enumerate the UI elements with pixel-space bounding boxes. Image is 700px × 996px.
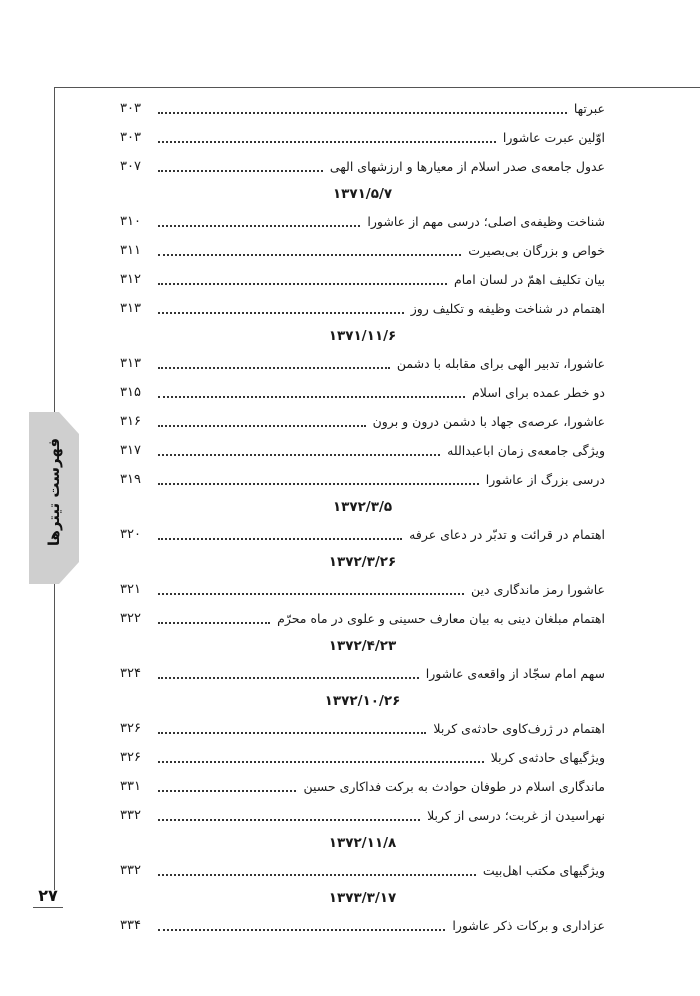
toc-entry-title: شناخت وظیفه‌ی اصلی؛ درسی مهم از عاشورا	[367, 214, 605, 229]
toc-entry-leader-dots	[158, 790, 296, 792]
toc-entry[interactable]	[120, 207, 605, 236]
toc-entry-page-number: ۳۰۳	[120, 101, 141, 116]
toc-entry-title: عدول جامعه‌ی صدر اسلام از معیارها و ارزشهای الهی	[329, 159, 605, 174]
toc-entry-title: سهم امام سجّاد از واقعه‌ی عاشورا	[425, 666, 605, 681]
toc-date-heading: ۱۳۷۱/۵/۷	[332, 186, 393, 202]
toc-entry-page-number: ۳۱۷	[120, 443, 141, 458]
toc-entry-page-number: ۳۰۷	[120, 159, 141, 174]
toc-entry-page-number: ۳۳۱	[120, 779, 141, 794]
toc-entry-title: ویژگیهای حادثه‌ی کربلا	[490, 750, 605, 765]
toc-entry[interactable]	[120, 236, 605, 265]
toc-entry[interactable]	[120, 349, 605, 378]
toc-entry-page-number: ۳۲۰	[120, 527, 141, 542]
toc-entry-leader-dots	[158, 283, 447, 285]
toc-entry-page-number: ۳۱۳	[120, 301, 141, 316]
side-tab-label: فهرست تیترها	[45, 437, 63, 547]
toc-entry-leader-dots	[158, 483, 479, 485]
toc-entry-title: عبرتها	[573, 101, 605, 116]
toc-entry-leader-dots	[158, 170, 323, 172]
toc-entry-leader-dots	[158, 761, 484, 763]
toc-entry-leader-dots	[158, 677, 419, 679]
toc-entry-leader-dots	[158, 454, 440, 456]
toc-entry[interactable]	[120, 604, 605, 633]
toc-entry[interactable]	[120, 575, 605, 604]
toc-entry-title: دو خطر عمده برای اسلام	[472, 385, 605, 400]
toc-entry[interactable]	[120, 520, 605, 549]
toc-entry-page-number: ۳۱۵	[120, 385, 141, 400]
toc-date-heading: ۱۳۷۲/۳/۲۶	[328, 554, 397, 570]
toc-entry-page-number: ۳۱۱	[120, 243, 141, 258]
toc-entry[interactable]	[120, 407, 605, 436]
toc-date-heading: ۱۳۷۳/۳/۱۷	[328, 890, 397, 906]
toc-entry-leader-dots	[158, 819, 420, 821]
toc-entry-page-number: ۳۲۱	[120, 582, 141, 597]
toc-entry-title: عاشورا، تدبیر الهی برای مقابله با دشمن	[396, 356, 605, 371]
toc-entry-page-number: ۳۱۲	[120, 272, 141, 287]
toc-entry[interactable]	[120, 856, 605, 885]
toc-entry[interactable]	[120, 714, 605, 743]
toc-entry[interactable]	[120, 465, 605, 494]
page-number: ۲۷	[38, 885, 58, 905]
toc-entry[interactable]	[120, 801, 605, 830]
toc-entry-title: بیان تکلیف اهمّ در لسان امام	[454, 272, 605, 287]
toc-entry-page-number: ۳۳۲	[120, 808, 141, 823]
page-number-rule	[33, 907, 63, 908]
side-tab	[29, 412, 79, 584]
toc-entry-leader-dots	[158, 225, 360, 227]
toc-entry-page-number: ۳۰۳	[120, 130, 141, 145]
toc-entry[interactable]	[120, 294, 605, 323]
toc-date-heading: ۱۳۷۱/۱۱/۶	[328, 328, 397, 344]
toc-entry-leader-dots	[158, 254, 461, 256]
toc-entry-title: نهراسیدن از غربت؛ درسی از کربلا	[427, 808, 605, 823]
toc-entry-leader-dots	[158, 538, 402, 540]
toc-date-heading: ۱۳۷۲/۴/۲۳	[328, 638, 397, 654]
toc-date-heading: ۱۳۷۲/۱۱/۸	[328, 835, 397, 851]
toc-entry-page-number: ۳۱۶	[120, 414, 141, 429]
toc-entry-title: اهتمام در قرائت و تدبّر در دعای عرفه	[409, 527, 605, 542]
toc-entry-page-number: ۳۱۰	[120, 214, 141, 229]
toc-entry-leader-dots	[158, 593, 464, 595]
toc-entry-page-number: ۳۲۴	[120, 666, 141, 681]
toc-entry-title: اهتمام مبلغان دینی به بیان معارف حسینی و علوی در ماه محرّم	[277, 611, 605, 626]
toc-date-heading: ۱۳۷۲/۳/۵	[332, 499, 393, 515]
toc-entry[interactable]	[120, 265, 605, 294]
toc-entry-page-number: ۳۲۲	[120, 611, 141, 626]
toc-entry-page-number: ۳۲۶	[120, 721, 141, 736]
toc-entry-title: درسی بزرگ از عاشورا	[485, 472, 605, 487]
toc-entry[interactable]	[120, 659, 605, 688]
toc-entry-page-number: ۳۳۲	[120, 863, 141, 878]
toc-entry-page-number: ۳۲۶	[120, 750, 141, 765]
toc-entry-leader-dots	[158, 425, 366, 427]
toc-entry-leader-dots	[158, 732, 426, 734]
toc-entry[interactable]	[120, 152, 605, 181]
toc-entry-title: اهتمام در شناخت وظیفه و تکلیف روز	[410, 301, 605, 316]
toc-entry-title: ماندگاری اسلام در طوفان حوادث به برکت فداکاری حسین	[303, 779, 605, 794]
toc-entry[interactable]	[120, 94, 605, 123]
toc-entry-title: عاشورا رمز ماندگاری دین	[471, 582, 605, 597]
toc-entry-leader-dots	[158, 396, 465, 398]
toc-entry-page-number: ۳۳۴	[120, 918, 141, 933]
toc-entry-leader-dots	[158, 929, 445, 931]
toc-entry[interactable]	[120, 436, 605, 465]
toc-entry-title: عزاداری و برکات ذکر عاشورا	[452, 918, 605, 933]
toc-entry-page-number: ۳۱۹	[120, 472, 141, 487]
toc-entry[interactable]	[120, 743, 605, 772]
toc-entry-leader-dots	[158, 367, 390, 369]
frame-top-rule	[54, 87, 700, 88]
toc-entry-title: ویژگیهای مکتب اهل‌بیت	[482, 863, 605, 878]
toc-entry-title: عاشورا، عرصه‌ی جهاد با دشمن درون و برون	[372, 414, 605, 429]
toc-entry-title: ویژگی جامعه‌ی زمان اباعبدالله	[447, 443, 605, 458]
toc-entry-title: اوّلین عبرت عاشورا	[502, 130, 605, 145]
toc-entry-title: اهتمام در ژرف‌کاوی حادثه‌ی کربلا	[433, 721, 605, 736]
toc-date-heading: ۱۳۷۲/۱۰/۲۶	[324, 693, 401, 709]
toc-entry-leader-dots	[158, 622, 270, 624]
toc-entry-title: خواص و بزرگان بی‌بصیرت	[468, 243, 605, 258]
toc-entry[interactable]	[120, 123, 605, 152]
table-of-contents	[120, 94, 605, 940]
toc-entry-leader-dots	[158, 112, 567, 114]
toc-entry[interactable]	[120, 772, 605, 801]
toc-entry[interactable]	[120, 378, 605, 407]
toc-entry-page-number: ۳۱۳	[120, 356, 141, 371]
toc-entry-leader-dots	[158, 312, 404, 314]
toc-entry-leader-dots	[158, 874, 476, 876]
toc-entry[interactable]	[120, 911, 605, 940]
toc-entry-leader-dots	[158, 141, 496, 143]
